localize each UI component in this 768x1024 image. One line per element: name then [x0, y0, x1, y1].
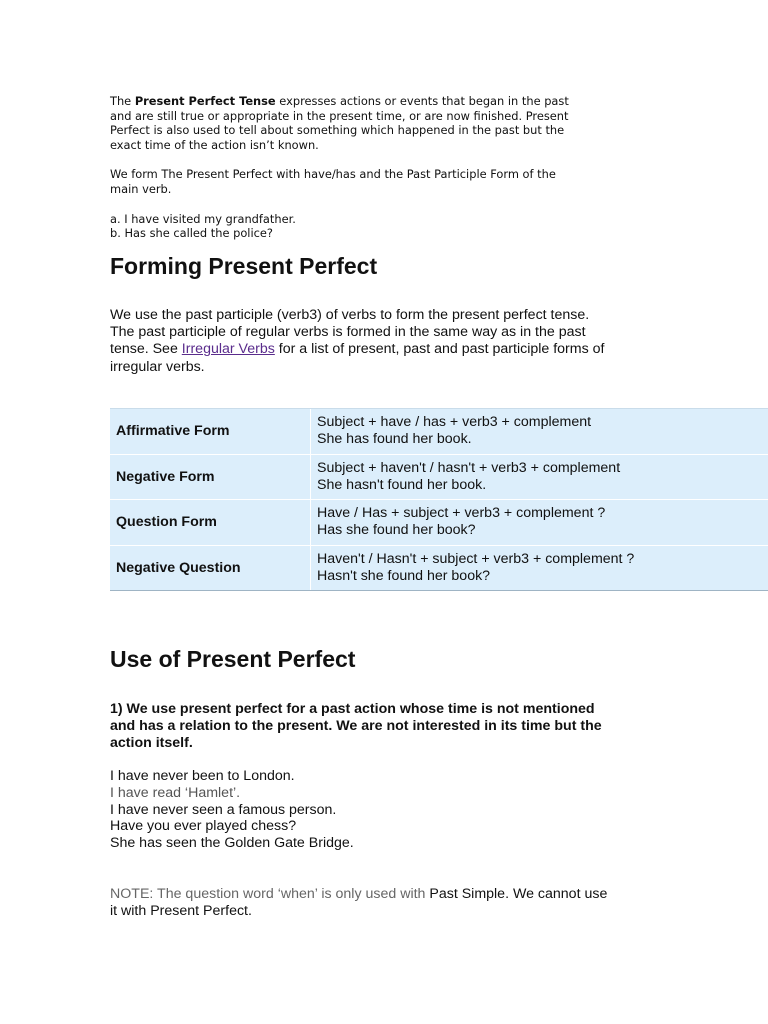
- note-text: Past Simple. We cannot use: [429, 886, 608, 902]
- forming-text: for a list of present, past and past participle forms of: [274, 341, 605, 358]
- form-example: She has found her book.: [317, 431, 472, 448]
- irregular-verbs-link[interactable]: Irregular Verbs: [181, 341, 275, 358]
- form-formula: Subject + haven't / hasn't + verb3 + complement: [317, 459, 621, 476]
- form-cell: [311, 409, 768, 454]
- form-cell: [311, 500, 768, 545]
- intro-examples: [110, 212, 670, 241]
- forming-text: The past participle of regular verbs is formed in the same way as in the past: [110, 324, 586, 341]
- table-row: [110, 545, 768, 591]
- rule-text: and has a relation to the present. We are not interested in its time but the: [110, 718, 602, 735]
- forming-text: tense. See: [110, 341, 182, 358]
- form-example: She hasn't found her book.: [317, 476, 487, 493]
- rule-text: action itself.: [110, 735, 193, 752]
- list-item: I have never been to London.: [110, 768, 295, 784]
- intro-term: Present Perfect Tense: [134, 94, 276, 108]
- use-heading: Use of Present Perfect: [110, 646, 356, 672]
- forming-text: We use the past participle (verb3) of verbs to form the present perfect tense.: [110, 307, 590, 323]
- table-row: [110, 454, 768, 500]
- table-row: [110, 499, 768, 545]
- intro-text: Perfect is also used to tell about something which happened in the past but the: [110, 123, 565, 138]
- formation-text: We form The Present Perfect with have/has and the Past Participle Form of the: [110, 167, 556, 182]
- rule-1: [110, 701, 710, 753]
- forming-text: irregular verbs.: [110, 358, 205, 375]
- form-example: Has she found her book?: [317, 522, 476, 539]
- forming-paragraph: [110, 307, 670, 376]
- form-cell: [311, 546, 768, 591]
- form-label: Negative Form: [116, 468, 215, 485]
- intro-text: exact time of the action isn’t known.: [110, 137, 319, 152]
- list-item: I have never seen a famous person.: [110, 801, 337, 818]
- form-cell: [311, 455, 768, 500]
- form-formula: Have / Has + subject + verb3 + complement ?: [317, 505, 606, 522]
- form-example: Hasn't she found her book?: [317, 567, 491, 584]
- form-formula: Haven't / Hasn't + subject + verb3 + complement ?: [317, 550, 635, 567]
- forms-table: [110, 408, 768, 591]
- intro-text: expresses actions or events that began in the past: [275, 94, 569, 108]
- example-b: b. Has she called the police?: [110, 226, 273, 241]
- list-item: She has seen the Golden Gate Bridge.: [110, 835, 354, 852]
- intro-paragraph: [110, 94, 670, 152]
- intro-section: [110, 94, 670, 241]
- rule-text: 1) We use present perfect for a past action whose time is not mentioned: [110, 701, 595, 717]
- example-a: a. I have visited my grandfather.: [110, 211, 296, 226]
- intro-text: and are still true or appropriate in the present time, or are now finished. Present: [110, 108, 569, 123]
- list-item: I have read ‘Hamlet’.: [110, 784, 241, 801]
- intro-text: The: [110, 94, 135, 108]
- form-label: Negative Question: [116, 559, 241, 576]
- use-examples: [110, 768, 710, 852]
- formation-paragraph: [110, 167, 670, 196]
- list-item: Have you ever played chess?: [110, 818, 297, 835]
- forming-heading: Forming Present Perfect: [110, 253, 378, 279]
- note: [110, 886, 710, 920]
- note-text: NOTE: The question word ‘when’ is only used with: [110, 886, 430, 902]
- form-label: Affirmative Form: [116, 423, 230, 440]
- table-row: [110, 409, 768, 454]
- form-formula: Subject + have / has + verb3 + complement: [317, 414, 592, 431]
- formation-text: main verb.: [110, 181, 172, 196]
- note-text: it with Present Perfect.: [110, 903, 252, 920]
- form-label: Question Form: [116, 514, 217, 531]
